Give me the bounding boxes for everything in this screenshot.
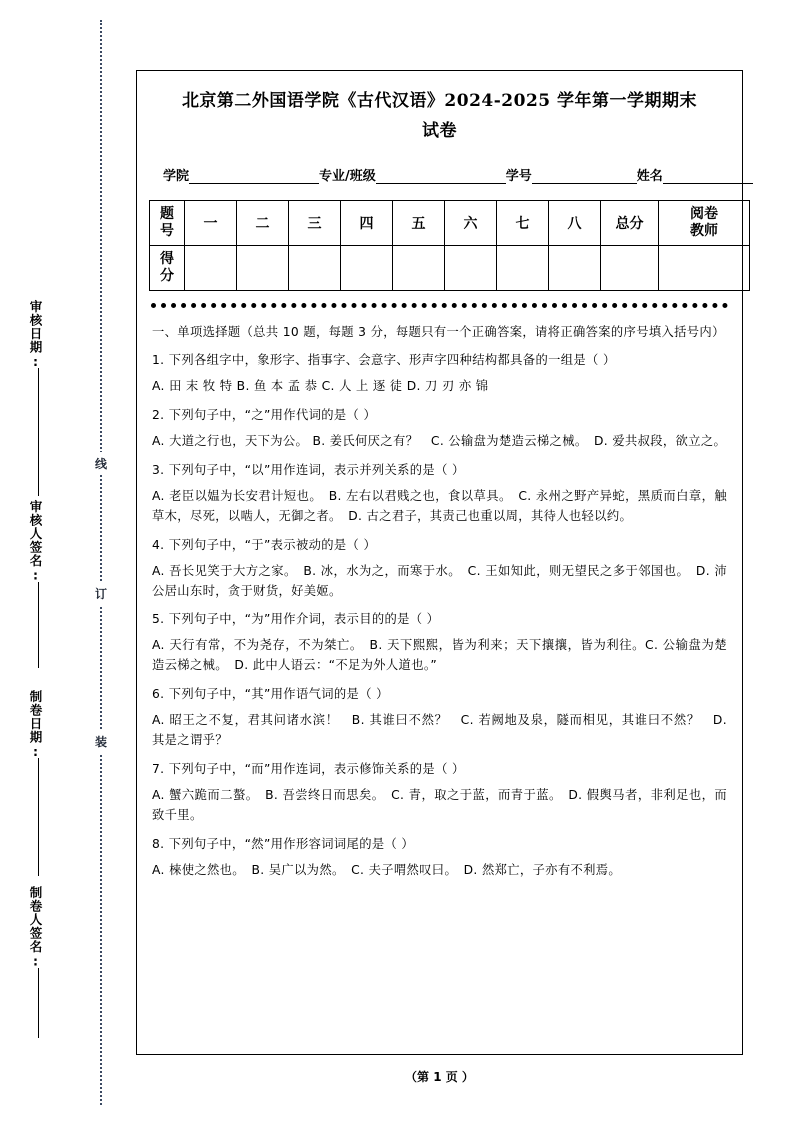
exam-paper-sheet [136, 70, 743, 1055]
student-name-label: 姓名 [636, 168, 663, 184]
student-identity-row [163, 165, 724, 184]
review-date-label: 审核日期: [28, 300, 43, 370]
score-cell-3[interactable] [289, 245, 341, 290]
questions-container [152, 323, 727, 881]
question-2-stem: 2. 下列句子中，“之”用作代词的是（ ） [152, 408, 377, 423]
question-1-stem: 1. 下列各组字中，象形字、指事字、会意字、形声字四种结构都具备的一组是（ ） [152, 353, 616, 368]
question-3-stem: 3. 下列句子中，“以”用作连词，表示并列关系的是（ ） [152, 463, 465, 478]
score-cell-7[interactable] [497, 245, 549, 290]
reviewer-signature-rule [38, 582, 39, 668]
question-7 [152, 760, 727, 826]
binding-dashed-line [100, 20, 103, 1105]
section-heading-block [152, 323, 727, 343]
score-cell-total[interactable] [601, 245, 659, 290]
dotted-divider [151, 303, 728, 313]
table-row-scores [150, 245, 750, 290]
question-8-stem: 8. 下列句子中，“然”用作形容词词尾的是（ ） [152, 836, 415, 851]
teacher-label-line-1: 阅卷 [690, 205, 718, 222]
college-label: 学院 [163, 168, 190, 184]
question-5 [152, 610, 727, 676]
question-3 [152, 461, 727, 527]
make-date-label: 制卷日期: [28, 690, 43, 760]
review-date-rule [38, 368, 39, 496]
table-row-question-numbers [150, 200, 750, 245]
make-date-rule [38, 758, 39, 876]
question-2-options: A. 大道之行也，天下为公。 B. 姜氏何厌之有？ C. 公输盘为楚造云梯之械。 D. 爱共叔段，欲立之。 [152, 434, 727, 449]
score-cell-teacher[interactable] [659, 245, 750, 290]
maker-signature-label: 制卷人签名: [28, 886, 43, 970]
col-header-2: 二 [237, 200, 289, 245]
student-name-input[interactable] [663, 170, 753, 184]
row-label-char-1: 题 [160, 206, 174, 223]
question-2 [152, 406, 727, 452]
page-title [149, 85, 730, 147]
col-header-grading-teacher [659, 200, 750, 245]
binding-char-bind: 订 [91, 582, 111, 605]
binding-char-pack: 装 [91, 730, 111, 753]
question-number-row-label [150, 200, 185, 245]
question-7-stem: 7. 下列句子中，“而”用作连词，表示修饰关系的是（ ） [152, 761, 465, 776]
page-number-footer: （第 1 页 ） [405, 1070, 474, 1084]
binding-char-line: 线 [91, 452, 111, 475]
score-cell-1[interactable] [185, 245, 237, 290]
col-header-6: 六 [445, 200, 497, 245]
question-4-stem: 4. 下列句子中，“于”表示被动的是（ ） [152, 537, 377, 552]
question-8-options: A. 棶使之然也。 B. 吴广以为然。 C. 夫子喟然叹曰。 D. 然郑亡，子亦有不利焉。 [152, 862, 622, 877]
col-header-8: 八 [549, 200, 601, 245]
paper-title-line-2: 试卷 [422, 120, 457, 141]
col-header-total: 总分 [601, 200, 659, 245]
score-table [149, 200, 750, 291]
score-label-char-2: 分 [160, 267, 174, 284]
col-header-5: 五 [393, 200, 445, 245]
reviewer-signature-label: 审核人签名: [28, 500, 43, 584]
question-5-stem: 5. 下列句子中，“为”用作介词，表示目的的是（ ） [152, 612, 440, 627]
score-cell-2[interactable] [237, 245, 289, 290]
score-cell-5[interactable] [393, 245, 445, 290]
score-cell-8[interactable] [549, 245, 601, 290]
col-header-1: 一 [185, 200, 237, 245]
col-header-4: 四 [341, 200, 393, 245]
score-cell-6[interactable] [445, 245, 497, 290]
row-label-char-2: 号 [160, 222, 174, 239]
question-6 [152, 685, 727, 751]
major-class-input[interactable] [376, 170, 506, 184]
score-row-label [150, 245, 185, 290]
college-input[interactable] [189, 170, 319, 184]
question-3-options: A. 老臣以媪为长安君计短也。 B. 左右以君贱之也，食以草具。 C. 永州之野产异蛇，黑质而白章，触草木，尽死，以啮人，无御之者。 D. 古之君子，其责己也重以周，其待人也轻以约。 [152, 488, 727, 523]
section-heading: 一、单项选择题（总共 10 题，每题 3 分，每题只有一个正确答案，请将正确答案的序号填入括号内） [152, 324, 725, 339]
question-4 [152, 536, 727, 602]
question-8 [152, 835, 727, 881]
paper-title-line-1: 北京第二外国语学院《古代汉语》2024‐2025 学年第一学期期末 [181, 91, 698, 111]
student-id-label: 学号 [505, 168, 532, 184]
question-7-options: A. 蟹六跪而二螯。 B. 吾尝终日而思矣。 C. 青，取之于蓝，而青于蓝。 D. 假舆马者，非利足也，而致千里。 [152, 787, 727, 822]
question-5-options: A. 天行有常，不为尧存，不为桀亡。 B. 天下熙熙，皆为利来；天下攘攘，皆为利往。C. 公输盘为楚造云梯之械。 D. 此中人语云：“不足为外人道也。” [152, 638, 727, 673]
question-1-options: A. 田 末 牧 特 B. 鱼 本 孟 恭 C. 人 上 逐 徒 D. 刀 刃 亦 锦 [152, 379, 489, 394]
teacher-label-line-2: 教师 [690, 222, 718, 239]
question-1 [152, 351, 727, 397]
score-label-char-1: 得 [160, 251, 174, 268]
maker-signature-rule [38, 968, 39, 1038]
question-6-stem: 6. 下列句子中，“其”用作语气词的是（ ） [152, 687, 389, 702]
major-class-label: 专业/班级 [319, 168, 376, 184]
col-header-7: 七 [497, 200, 549, 245]
student-id-input[interactable] [532, 170, 637, 184]
question-6-options: A. 昭王之不复，君其问诸水滨！ B. 其谁曰不然？ C. 若阙地及泉，隧而相见，其谁曰不然？ D. 其是之谓乎？ [152, 713, 727, 747]
score-cell-4[interactable] [341, 245, 393, 290]
col-header-3: 三 [289, 200, 341, 245]
question-4-options: A. 吾长见笑于大方之家。 B. 冰，水为之，而寒于水。 C. 王如知此，则无望民之多于邻国也。 D. 沛公居山东时，贪于财货，好美姬。 [152, 563, 727, 598]
